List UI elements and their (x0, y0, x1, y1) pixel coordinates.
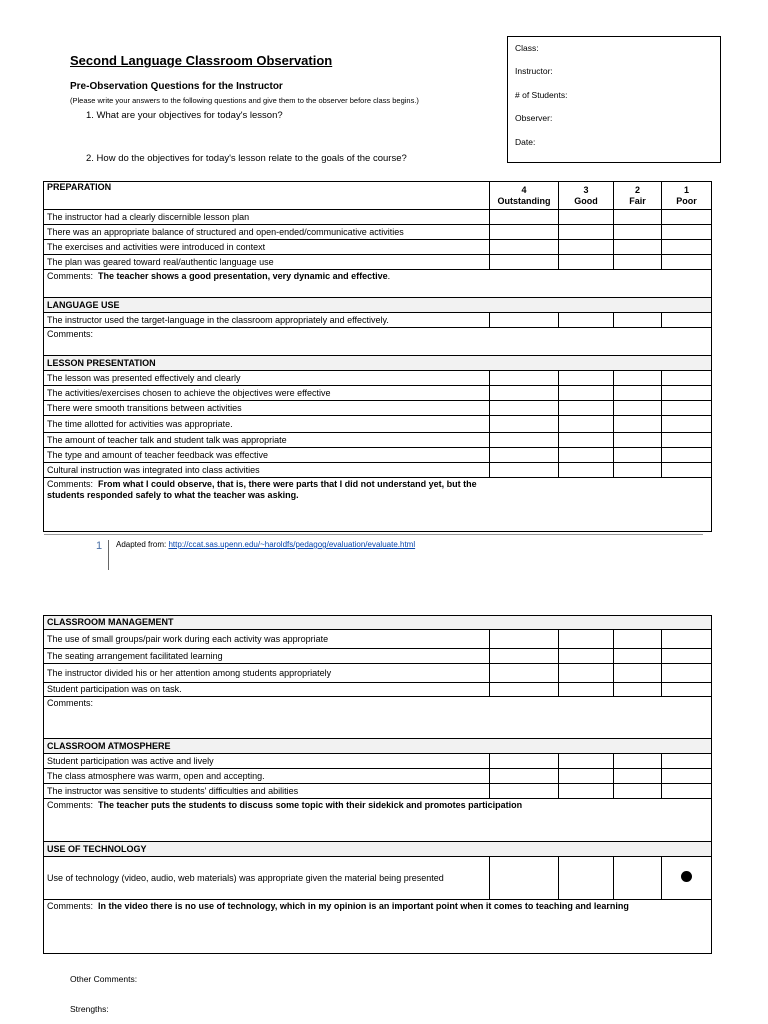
section-heading-row (44, 842, 712, 857)
section-heading-row (44, 739, 712, 754)
rating-cell[interactable] (490, 401, 559, 416)
rating-cell[interactable] (559, 386, 614, 401)
rating-cell[interactable] (559, 769, 614, 784)
rating-cell[interactable] (614, 630, 662, 649)
rating-cell[interactable] (662, 401, 712, 416)
language-use-heading: LANGUAGE USE (44, 298, 712, 313)
rating-cell[interactable] (662, 784, 712, 799)
rating-cell[interactable] (559, 683, 614, 697)
comments-row: Comments: (44, 328, 712, 356)
rating-cell[interactable] (490, 313, 559, 328)
rating-cell[interactable] (662, 386, 712, 401)
footnote-number: 1 (96, 540, 103, 552)
table-row: Student participation was active and lively (44, 754, 712, 769)
table-row: The instructor had a clearly discernible lesson plan (44, 210, 712, 225)
rating-cell[interactable] (559, 784, 614, 799)
rating-cell[interactable] (490, 649, 559, 664)
rating-cell[interactable] (662, 448, 712, 463)
rating-cell[interactable] (614, 240, 662, 255)
footnote-divider (44, 534, 703, 535)
rating-cell[interactable] (614, 386, 662, 401)
question-1: 1. What are your objectives for today's lesson? (86, 110, 283, 121)
page-title: Second Language Classroom Observation (70, 53, 333, 68)
rating-cell[interactable] (662, 210, 712, 225)
rating-cell[interactable] (662, 313, 712, 328)
rating-cell[interactable] (559, 463, 614, 478)
table-row: There were smooth transitions between activities (44, 401, 712, 416)
rating-cell[interactable] (662, 649, 712, 664)
rating-cell[interactable] (559, 664, 614, 683)
lesson-presentation-heading: LESSON PRESENTATION (44, 356, 712, 371)
table-row: The instructor divided his or her attention among students appropriately (44, 664, 712, 683)
preparation-heading: PREPARATION (44, 182, 490, 210)
rating-cell[interactable] (559, 401, 614, 416)
table-header-row (44, 182, 712, 210)
rating-cell[interactable] (662, 255, 712, 270)
rating-cell[interactable] (559, 649, 614, 664)
rating-cell[interactable] (662, 664, 712, 683)
info-box (507, 36, 721, 163)
table-row: Use of technology (video, audio, web materials) was appropriate given the material being presented (44, 857, 712, 900)
rating-cell[interactable] (490, 683, 559, 697)
pre-observation-heading: Pre-Observation Questions for the Instructor (70, 81, 283, 92)
date-label: Date: (515, 137, 536, 147)
table-row: The seating arrangement facilitated learning (44, 649, 712, 664)
source-link[interactable]: http://ccat.sas.upenn.edu/~haroldfs/pedagog/evaluation/evaluate.html (168, 540, 416, 549)
students-label: # of Students: (515, 90, 568, 100)
rating-cell[interactable] (614, 371, 662, 386)
table-row: The instructor used the target-language in the classroom appropriately and effectively. (44, 313, 712, 328)
rating-cell[interactable] (559, 371, 614, 386)
table-row: The use of small groups/pair work during each activity was appropriate (44, 630, 712, 649)
question-2: 2. How do the objectives for today's lesson relate to the goals of the course? (86, 153, 407, 164)
classroom-management-heading: CLASSROOM MANAGEMENT (44, 616, 712, 630)
table-row: The exercises and activities were introduced in context (44, 240, 712, 255)
table-row: The lesson was presented effectively and clearly (44, 371, 712, 386)
table-row: The activities/exercises chosen to achieve the objectives were effective (44, 386, 712, 401)
class-label: Class: (515, 43, 539, 53)
comments-row: Comments: From what I could observe, that is, there were parts that I did not understand yet, but the students responded safely to what the teacher was asking. (44, 478, 712, 532)
rating-cell[interactable] (559, 240, 614, 255)
rating-cell[interactable] (614, 857, 662, 900)
rating-cell[interactable] (614, 463, 662, 478)
rating-cell[interactable] (559, 210, 614, 225)
section-heading-row (44, 616, 712, 630)
rating-cell[interactable] (614, 416, 662, 433)
rating-cell[interactable] (490, 754, 559, 769)
instructor-label: Instructor: (515, 66, 553, 76)
rating-cell[interactable] (490, 448, 559, 463)
rating-cell[interactable] (662, 240, 712, 255)
section-heading-row (44, 298, 712, 313)
rating-cell[interactable] (662, 225, 712, 240)
classroom-atmosphere-heading: CLASSROOM ATMOSPHERE (44, 739, 712, 754)
rating-cell[interactable] (559, 255, 614, 270)
rating-cell[interactable] (662, 433, 712, 448)
rating-cell[interactable] (559, 754, 614, 769)
rating-cell[interactable] (614, 683, 662, 697)
rating-cell[interactable] (614, 255, 662, 270)
score-1-header: 1 Poor (662, 182, 712, 210)
rating-cell[interactable] (559, 416, 614, 433)
table-row: Cultural instruction was integrated into class activities (44, 463, 712, 478)
rating-cell[interactable] (559, 448, 614, 463)
rating-cell[interactable] (490, 463, 559, 478)
rating-cell[interactable] (490, 255, 559, 270)
rating-cell[interactable] (614, 754, 662, 769)
rating-cell[interactable] (662, 416, 712, 433)
table-row: The type and amount of teacher feedback was effective (44, 448, 712, 463)
technology-heading: USE OF TECHNOLOGY (44, 842, 712, 857)
comments-row: Comments: The teacher puts the students to discuss some topic with their sidekick and promotes participation (44, 799, 712, 842)
rating-cell[interactable] (614, 433, 662, 448)
rating-cell[interactable] (490, 210, 559, 225)
rating-cell[interactable] (662, 769, 712, 784)
rating-cell[interactable] (614, 401, 662, 416)
table-row: The time allotted for activities was appropriate. (44, 416, 712, 433)
table-row: The amount of teacher talk and student talk was appropriate (44, 433, 712, 448)
rating-cell[interactable] (614, 225, 662, 240)
strengths-label: Strengths: (70, 1004, 109, 1014)
rating-cell[interactable] (662, 463, 712, 478)
rating-cell[interactable] (490, 630, 559, 649)
rating-cell[interactable] (490, 784, 559, 799)
rating-cell[interactable] (614, 210, 662, 225)
rating-cell[interactable] (614, 313, 662, 328)
rating-cell[interactable] (662, 630, 712, 649)
rating-cell[interactable] (559, 433, 614, 448)
table-row: The instructor was sensitive to students' difficulties and abilities (44, 784, 712, 799)
comments-row: Comments: (44, 697, 712, 739)
rating-cell[interactable] (490, 416, 559, 433)
rating-cell[interactable] (490, 664, 559, 683)
rating-cell[interactable] (662, 683, 712, 697)
table-row: The class atmosphere was warm, open and accepting. (44, 769, 712, 784)
observer-label: Observer: (515, 113, 553, 123)
other-comments-label: Other Comments: (70, 974, 138, 984)
rating-cell[interactable] (490, 386, 559, 401)
observation-table-1 (43, 181, 712, 532)
footnote-text: Adapted from: http://ccat.sas.upenn.edu/~haroldfs/pedagog/evaluation/evaluate.html (116, 540, 416, 549)
rating-cell[interactable] (614, 664, 662, 683)
comments-row: Comments: The teacher shows a good presentation, very dynamic and effective. (44, 270, 712, 298)
rating-cell[interactable] (490, 240, 559, 255)
table-row: Student participation was on task. (44, 683, 712, 697)
rating-cell[interactable] (559, 225, 614, 240)
rating-cell[interactable] (614, 784, 662, 799)
rating-cell[interactable] (490, 857, 559, 900)
table-row: There was an appropriate balance of structured and open-ended/communicative activities (44, 225, 712, 240)
comments-row: Comments: In the video there is no use of technology, which in my opinion is an important point when it comes to teaching and learning (44, 900, 712, 954)
score-2-header: 2 Fair (614, 182, 662, 210)
rating-cell[interactable] (490, 433, 559, 448)
rating-cell[interactable] (490, 371, 559, 386)
rating-cell[interactable] (559, 857, 614, 900)
selected-rating-dot (681, 871, 692, 882)
table-row: The plan was geared toward real/authentic language use (44, 255, 712, 270)
rating-cell[interactable] (662, 371, 712, 386)
rating-cell[interactable] (490, 769, 559, 784)
instruction-note: (Please write your answers to the following questions and give them to the observer before class begins.) (70, 96, 419, 105)
rating-cell-selected[interactable] (662, 857, 712, 900)
rating-cell[interactable] (614, 769, 662, 784)
rating-cell[interactable] (614, 448, 662, 463)
observation-table-2 (43, 615, 712, 954)
rating-cell[interactable] (559, 313, 614, 328)
rating-cell[interactable] (662, 754, 712, 769)
rating-cell[interactable] (559, 630, 614, 649)
score-3-header: 3 Good (559, 182, 614, 210)
rating-cell[interactable] (614, 649, 662, 664)
rating-cell[interactable] (490, 225, 559, 240)
section-heading-row (44, 356, 712, 371)
score-4-header: 4 Outstanding (490, 182, 559, 210)
footnote-bar (108, 540, 109, 570)
